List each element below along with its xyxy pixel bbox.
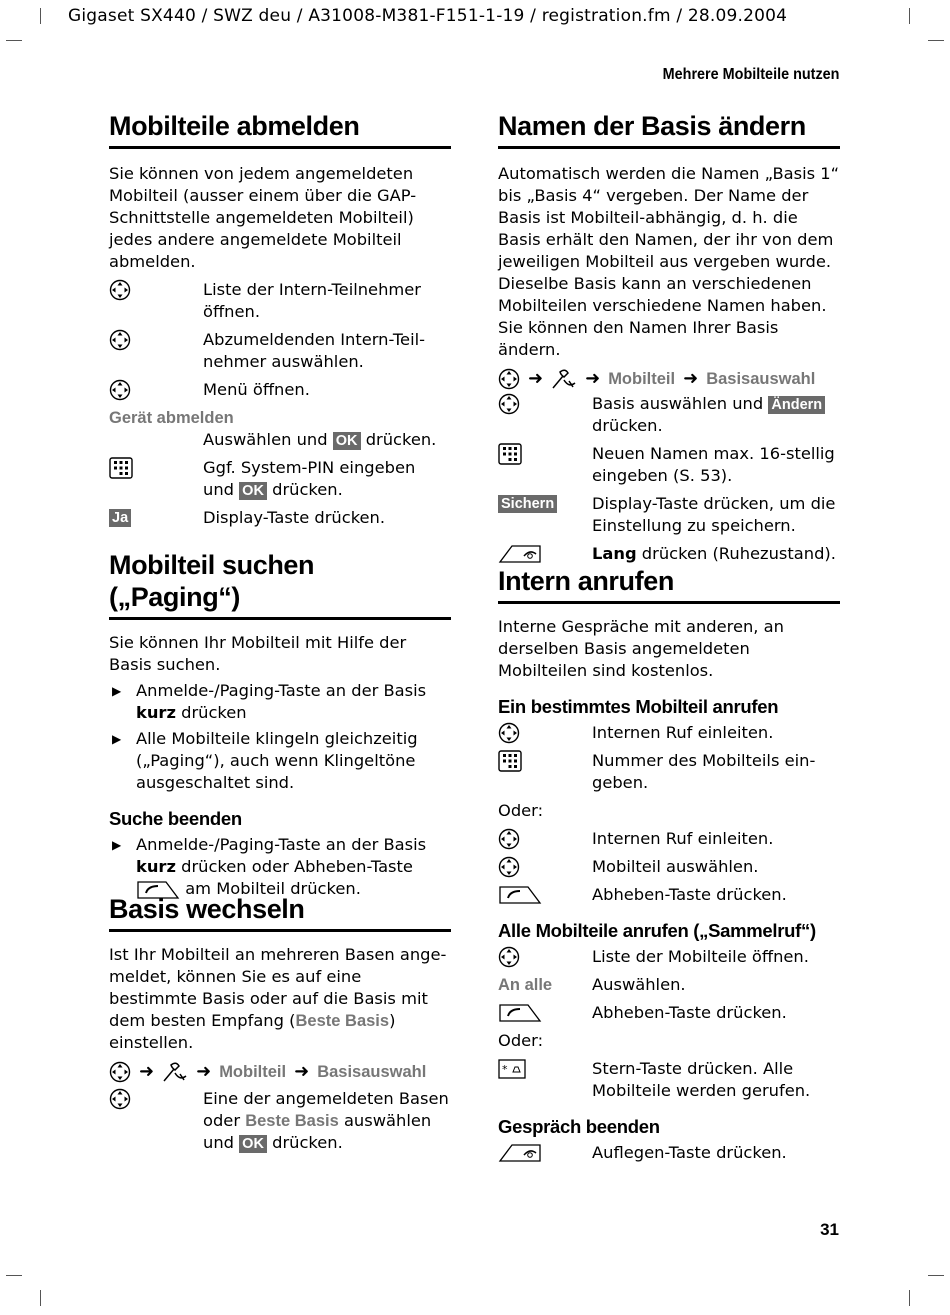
bullet-icon: ▶	[112, 684, 122, 698]
step-text: Nummer des Mobilteils eingeben.	[592, 751, 816, 792]
bullet-text: am Mobilteil drücken.	[185, 879, 361, 898]
subsection-title: Gespräch beenden	[498, 1116, 660, 1137]
step-text: drücken.	[365, 430, 437, 449]
ja-key-label: Ja	[109, 509, 131, 527]
arrow-icon: ➜	[528, 368, 544, 389]
step-text: drücken (Ruhezustand).	[641, 544, 836, 563]
keypad-icon	[109, 457, 203, 479]
aendern-key-label: Ändern	[768, 396, 825, 414]
oder-text: Oder:	[498, 801, 544, 820]
crop-mark	[40, 8, 41, 24]
step-text: Basis auswählen und	[592, 394, 764, 413]
section-intern-anrufen	[498, 565, 840, 1164]
document-header: Gigaset SX440 / SWZ deu / A31008-M381-F151-1-19 / registration.fm / 28.09.2004	[68, 6, 788, 26]
section-title: Basis wechseln	[109, 893, 451, 932]
oder-text: Oder:	[498, 1031, 544, 1050]
step-text: Eine der angemeldeten Basen oder	[203, 1089, 449, 1130]
intro-text: Interne Gespräche mit anderen, an derselben Basis angemeldeten Mobilteilen sind kostenlos.	[498, 617, 784, 680]
keypad-icon	[498, 443, 592, 465]
menu-item-label: Beste Basis	[245, 1112, 339, 1130]
ok-key-label: OK	[239, 482, 267, 500]
crop-mark	[928, 1275, 944, 1276]
subsection-title: Suche beenden	[109, 808, 242, 829]
arrow-icon: ➜	[294, 1061, 310, 1082]
end-key-icon	[498, 1142, 592, 1164]
section-title: Intern anrufen	[498, 565, 840, 604]
subsection-title: Alle Mobilteile anrufen („Sammelruf“)	[498, 920, 816, 941]
settings-icon	[162, 1061, 188, 1083]
menu-path	[498, 367, 840, 391]
intro-text: Automatisch werden die Namen „Basis 1“ bis „Basis 4“ vergeben. Der Name der Basis ist Mobilteil-abhängig, d. h. die Basis erhält den Namen, der ihr von dem jeweiligen Mobilteil aus vergeben wurde. Dieselbe Basis kann an verschiedenen Mobilteilen verschiedene Namen haben. Sie können den Namen Ihrer Basis ändern.	[498, 164, 840, 359]
menu-item-label: Gerät abmelden	[109, 409, 234, 427]
section-basis-wechseln	[109, 893, 451, 1154]
menu-item-label: Mobilteil	[219, 1063, 287, 1081]
nav-key-icon	[498, 368, 520, 390]
ok-key-label: OK	[333, 432, 361, 450]
ok-key-label: OK	[239, 1135, 267, 1153]
crop-mark	[928, 40, 944, 41]
crop-mark	[40, 1290, 41, 1306]
menu-item-label: Beste Basis	[295, 1012, 390, 1030]
step-text: Stern-Taste drücken. Alle Mobilteile werden gerufen.	[592, 1059, 811, 1100]
step-text: Ggf. System-PIN eingeben und	[203, 458, 416, 499]
crop-mark	[6, 40, 22, 41]
step-text: drücken.	[272, 480, 343, 499]
section-title: Mobilteil suchen („Paging“)	[109, 549, 451, 620]
step-text: Abheben-Taste drücken.	[592, 885, 787, 904]
menu-item-label: Basisauswahl	[317, 1063, 427, 1081]
crop-mark	[909, 8, 910, 24]
emphasis-text: Lang	[592, 544, 637, 563]
nav-key-icon	[498, 946, 592, 968]
crop-mark	[6, 1275, 22, 1276]
section-namen-basis	[498, 110, 840, 565]
nav-key-icon	[109, 329, 203, 351]
step-text: Display-Taste drücken, um die Einstellung zu speichern.	[592, 494, 836, 535]
sichern-key-label: Sichern	[498, 495, 557, 513]
intro-text: Sie können von jedem angemeldeten Mobilteil (ausser einem über die GAP-Schnittstelle angemeldeten Mobilteil) jedes andere angemeldete Mobilteil abmelden.	[109, 164, 417, 271]
arrow-icon: ➜	[585, 368, 601, 389]
step-text: auswählen und	[203, 1111, 432, 1152]
step-text: Abzumeldenden Intern-Teilnehmer auswählen.	[203, 330, 425, 371]
section-paging	[109, 549, 451, 900]
bullet-text: drücken oder Abheben-Taste	[181, 857, 413, 876]
talk-key-icon	[498, 1002, 592, 1024]
nav-key-icon	[109, 379, 203, 401]
intro-text: Ist Ihr Mobilteil an mehreren Basen angemeldet, können Sie es auf eine bestimmte Basis oder auf die Basis mit dem besten Empfang (	[109, 945, 447, 1030]
step-text: drücken.	[592, 416, 663, 435]
star-key-icon	[498, 1058, 592, 1080]
crop-mark	[909, 1290, 910, 1306]
step-text: Internen Ruf einleiten.	[592, 723, 774, 742]
bullet-text: Anmelde-/Paging-Taste an der Basis	[136, 835, 427, 854]
nav-key-icon	[109, 1088, 203, 1110]
section-mobilteile-abmelden	[109, 110, 451, 529]
step-text: Mobilteil auswählen.	[592, 857, 759, 876]
step-text: Auswählen und	[203, 430, 328, 449]
arrow-icon: ➜	[139, 1061, 155, 1082]
bullet-text: Alle Mobilteile klingeln gleichzeitig („Paging“), auch wenn Klingeltöne ausgeschaltet sind.	[136, 729, 418, 792]
bullet-icon: ▶	[112, 838, 122, 852]
page-number: 31	[820, 1220, 839, 1239]
nav-key-icon	[109, 279, 203, 301]
talk-key-icon	[498, 884, 592, 906]
step-text: Auswählen.	[592, 975, 686, 994]
nav-key-icon	[498, 393, 592, 415]
bullet-text: Anmelde-/Paging-Taste an der Basis	[136, 681, 427, 700]
end-key-icon	[498, 543, 592, 565]
step-text: Neuen Namen max. 16-stellig eingeben (S. 53).	[592, 444, 835, 485]
step-text: Abheben-Taste drücken.	[592, 1003, 787, 1022]
step-text: Menü öffnen.	[203, 380, 310, 399]
intro-text: Sie können Ihr Mobilteil mit Hilfe der Basis suchen.	[109, 633, 407, 674]
arrow-icon: ➜	[196, 1061, 212, 1082]
nav-key-icon	[498, 856, 592, 878]
emphasis-text: kurz	[136, 857, 176, 876]
nav-key-icon	[498, 828, 592, 850]
keypad-icon	[498, 750, 592, 772]
step-text: Internen Ruf einleiten.	[592, 829, 774, 848]
section-title: Namen der Basis ändern	[498, 110, 840, 149]
running-head: Mehrere Mobilteile nutzen	[662, 66, 839, 83]
step-text: Liste der Mobilteile öffnen.	[592, 947, 809, 966]
bullet-icon: ▶	[112, 732, 122, 746]
nav-key-icon	[109, 1061, 131, 1083]
nav-key-icon	[498, 722, 592, 744]
settings-icon	[551, 368, 577, 390]
bullet-text: drücken	[181, 703, 247, 722]
arrow-icon: ➜	[683, 368, 699, 389]
intro-text: ) einstellen.	[109, 1011, 396, 1052]
step-text: drücken.	[272, 1133, 343, 1152]
menu-item-label: Basisauswahl	[706, 370, 816, 388]
menu-item-label: Mobilteil	[608, 370, 676, 388]
menu-item-label: An alle	[498, 975, 553, 994]
step-text: Display-Taste drücken.	[203, 508, 386, 527]
emphasis-text: kurz	[136, 703, 176, 722]
step-text: Auflegen-Taste drücken.	[592, 1143, 787, 1162]
step-text: Liste der Intern-Teilnehmer öffnen.	[203, 280, 421, 321]
menu-path	[109, 1060, 451, 1084]
subsection-title: Ein bestimmtes Mobilteil anrufen	[498, 696, 779, 717]
section-title: Mobilteile abmelden	[109, 110, 451, 149]
svg-text:*: *	[502, 1063, 508, 1076]
